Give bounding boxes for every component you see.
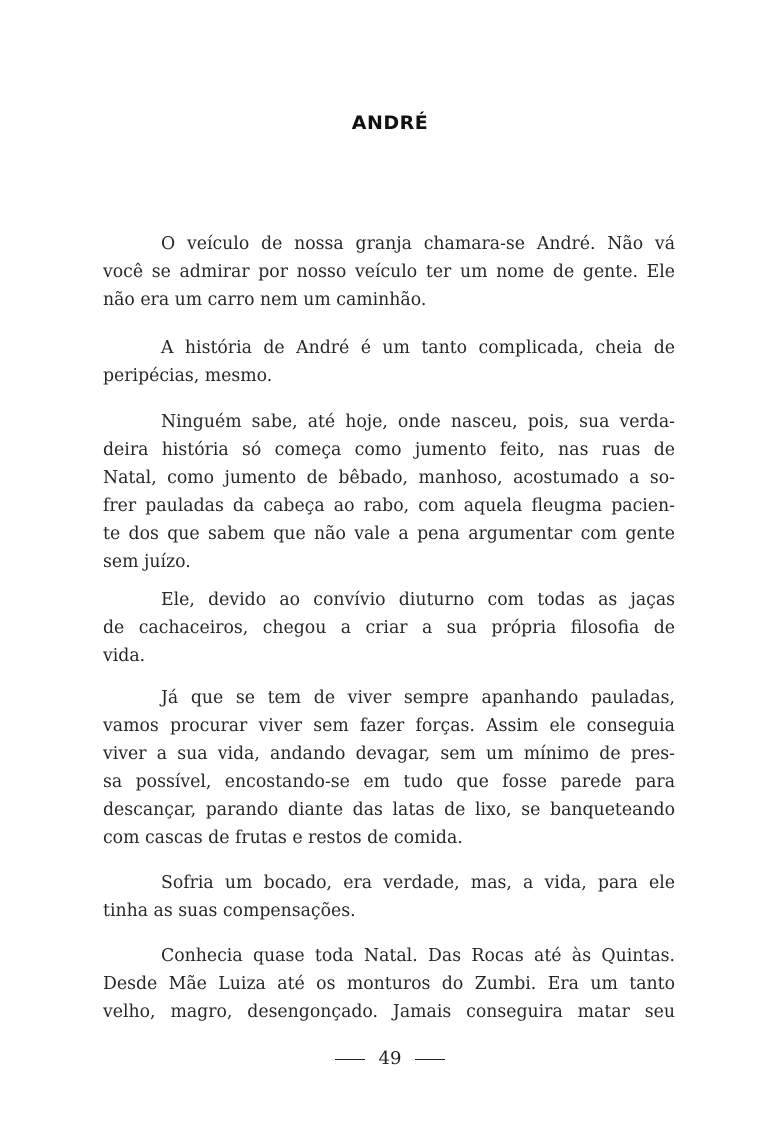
text-line: Já que se tem de viver sempre apanhando pauladas,	[161, 688, 675, 708]
text-line: O veículo de nossa granja chamara-se André. Não vá	[161, 234, 675, 254]
text-line: tinha as suas compensações.	[103, 901, 356, 921]
paragraph-6	[103, 869, 675, 925]
text-line: peripécias, mesmo.	[103, 366, 273, 386]
page-number: 49	[378, 1048, 402, 1069]
chapter-title: ANDRÉ	[351, 112, 429, 134]
text-line: você se admirar por nosso veículo ter um nome de gente. Ele	[103, 262, 675, 282]
text-line: deira história só começa como jumento feito, nas ruas de	[103, 440, 675, 460]
text-line: sem juízo.	[103, 552, 191, 572]
paragraph-3	[103, 408, 675, 576]
text-line: com cascas de frutas e restos de comida.	[103, 828, 463, 848]
paragraph-5	[103, 684, 675, 852]
text-line: Sofria um bocado, era verdade, mas, a vida, para ele	[161, 873, 675, 893]
text-line: velho, magro, desengonçado. Jamais conseguira matar seu	[103, 1002, 675, 1022]
text-line: Conhecia quase toda Natal. Das Rocas até às Quintas.	[161, 946, 675, 966]
text-line: Ele, devido ao convívio diuturno com todas as jaças	[161, 590, 675, 610]
text-line: de cachaceiros, chegou a criar a sua própria filosofia de	[103, 618, 675, 638]
text-line: Ninguém sabe, até hoje, onde nasceu, pois, sua verda-	[161, 412, 675, 432]
text-line: frer pauladas da cabeça ao rabo, com aquela fleugma pacien-	[103, 496, 675, 516]
text-line: A história de André é um tanto complicada, cheia de	[161, 338, 675, 358]
paragraph-7	[103, 942, 675, 1026]
text-line: sa possível, encostando-se em tudo que fosse parede para	[103, 772, 675, 792]
text-line: descançar, parando diante das latas de lixo, se banqueteando	[103, 800, 675, 820]
left-dash	[335, 1059, 365, 1060]
paragraph-4	[103, 586, 675, 670]
text-line: viver a sua vida, andando devagar, sem um mínimo de pres-	[103, 744, 675, 764]
text-line: não era um carro nem um caminhão.	[103, 290, 427, 310]
paragraph-2	[103, 334, 675, 390]
page-number-footer	[0, 1048, 780, 1069]
text-line: Desde Mãe Luiza até os monturos do Zumbi. Era um tanto	[103, 974, 675, 994]
text-line: vida.	[103, 646, 146, 666]
text-line: te dos que sabem que não vale a pena argumentar com gente	[103, 524, 675, 544]
text-line: Natal, como jumento de bêbado, manhoso, acostumado a so-	[103, 468, 675, 488]
right-dash	[415, 1059, 445, 1060]
text-line: vamos procurar viver sem fazer forças. Assim ele conseguia	[103, 716, 675, 736]
paragraph-1	[103, 230, 675, 314]
